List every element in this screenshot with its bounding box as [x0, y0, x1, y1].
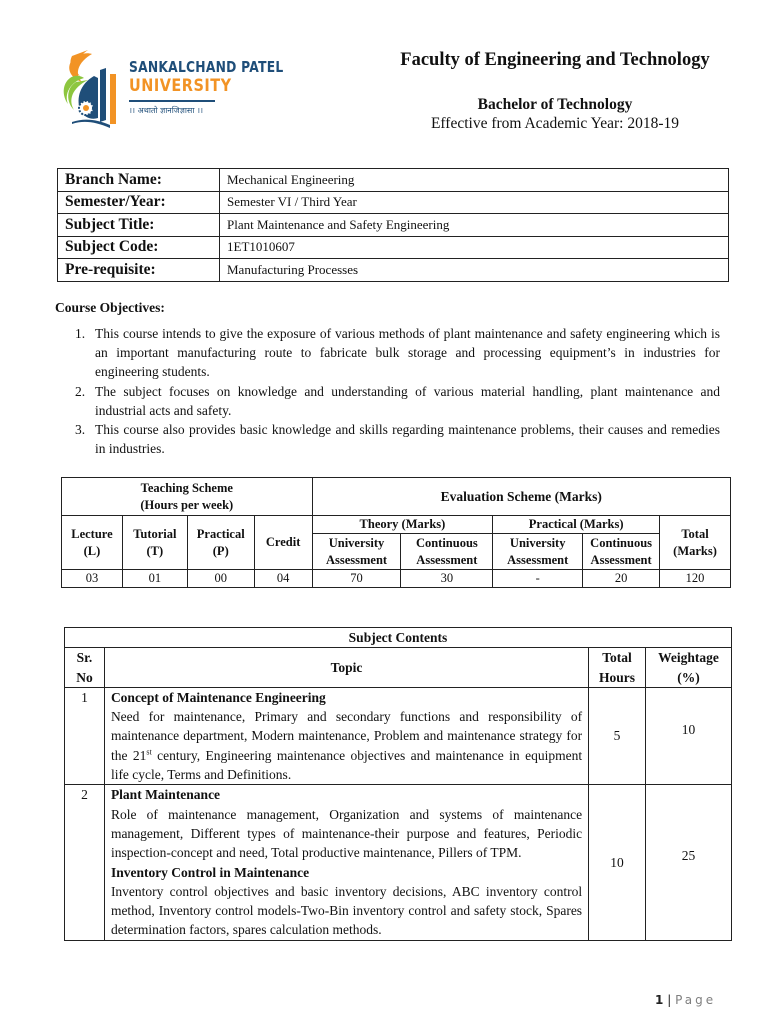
weightage-label: Weightage: [658, 650, 719, 666]
theory-ca-header: [401, 534, 493, 570]
practical-label: Practical: [196, 526, 245, 541]
practical-header: [187, 516, 254, 570]
practical-ua-header: [493, 534, 583, 570]
info-value: Semester VI / Third Year: [220, 191, 729, 214]
practical-abbr: (P): [212, 543, 229, 558]
hours-label: Total: [602, 650, 632, 666]
theory-header: Theory (Marks): [312, 516, 493, 534]
topic-text: Need for maintenance, Primary and secondary functions and responsibility of maintenance department, Modern maintenance, Problem and maintenance strategy for the 21: [110, 709, 583, 763]
info-row-semester: [58, 191, 729, 214]
subject-info-table: [57, 168, 729, 282]
info-value: Mechanical Engineering: [220, 169, 729, 192]
info-row-code: [58, 236, 729, 259]
degree-title: Bachelor of Technology: [477, 96, 633, 113]
tutorial-abbr: (T): [146, 543, 164, 558]
faculty-title: Faculty of Engineering and Technology: [400, 50, 710, 70]
weightage-header: [646, 648, 732, 688]
page-footer: [655, 993, 716, 1007]
total-value: 120: [660, 570, 731, 588]
effective-year: Effective from Academic Year: 2018-19: [430, 115, 680, 132]
contents-title: Subject Contents: [65, 628, 732, 648]
scheme-table: [61, 477, 731, 588]
logo-divider: [129, 100, 215, 102]
ca-label-2: Assessment: [416, 552, 478, 567]
info-value: 1ET1010607: [220, 236, 729, 259]
objective-item: [75, 324, 720, 382]
lecture-label: Lecture: [71, 526, 113, 541]
objectives-list: [75, 324, 720, 458]
logo-university: UNIVERSITY: [129, 76, 232, 96]
theory-ua-header: [312, 534, 401, 570]
subject-contents-table: [64, 627, 732, 941]
theory-ca-value: 30: [401, 570, 493, 588]
theory-ua-value: 70: [312, 570, 401, 588]
ua-label-2: Assessment: [325, 552, 388, 567]
info-row-prerequisite: [58, 259, 729, 282]
objective-number: 1.: [75, 326, 86, 341]
ca-label-2: Assessment: [590, 552, 652, 567]
practical-ua-value: -: [493, 570, 583, 588]
info-row-branch: [58, 169, 729, 192]
objective-number: 3.: [75, 422, 86, 438]
total-label: Total: [681, 526, 709, 541]
topic-subtitle: Inventory Control in Maintenance: [110, 864, 310, 880]
objective-text: This course also provides basic knowledge and skills regarding maintenance problems, their causes and remedies in industries.: [95, 422, 720, 457]
weightage-label-2: (%): [677, 669, 700, 685]
teaching-scheme-header: [62, 478, 313, 516]
superscript: st: [146, 747, 152, 757]
table-row: [65, 785, 732, 940]
hours-label-2: Hours: [599, 669, 636, 685]
objectives-heading: Course Objectives:: [55, 300, 165, 315]
info-label: Subject Code:: [58, 236, 220, 259]
sr-label: Sr.: [76, 650, 93, 666]
logo-name: SANKALCHAND PATEL: [129, 58, 284, 76]
lecture-header: [62, 516, 123, 570]
logo-motto: ।। अथातो ज्ञानजिज्ञासा ।।: [129, 106, 204, 115]
topic-description: Role of maintenance management, Organization and systems of maintenance management, Different types of maintenance-their purpose and features, Periodic inspection-concept and need, Total productive maintenance, Pillers of TPM.: [110, 806, 583, 861]
page-separator: |: [667, 993, 672, 1007]
hours-header: [589, 648, 646, 688]
topic-header: Topic: [104, 648, 588, 688]
row-number: 2: [65, 785, 105, 940]
info-value: Plant Maintenance and Safety Engineering: [220, 214, 729, 237]
lecture-value: 03: [62, 570, 123, 588]
weightage-value: 25: [646, 785, 732, 940]
ua-label-2: Assessment: [507, 552, 569, 567]
topic-text-cont: century, Engineering maintenance objectives and maintenance in equipment life cycle, Terms and Definitions.: [110, 747, 583, 783]
teaching-scheme-subtitle: (Hours per week): [140, 497, 234, 512]
ca-label: Continuous: [415, 535, 478, 550]
credit-value: 04: [254, 570, 312, 588]
objective-number: 2.: [75, 383, 86, 399]
university-logo: [58, 48, 284, 130]
topic-title: Concept of Maintenance Engineering: [110, 689, 326, 705]
info-label: Subject Title:: [58, 214, 220, 237]
credit-header: Credit: [254, 516, 312, 570]
practical-ca-value: 20: [583, 570, 660, 588]
hours-value: 10: [589, 785, 646, 940]
row-number: 1: [65, 687, 105, 784]
teaching-scheme-title: Teaching Scheme: [140, 480, 233, 495]
objective-text: This course intends to give the exposure of various methods of plant maintenance and safety engineering which is an important manufacturing route to fabricate bulk storage and processing equipment’s in industries for engineering students.: [95, 326, 720, 380]
topic-description: [111, 707, 582, 784]
sr-label-2: No: [76, 669, 93, 685]
info-value: Manufacturing Processes: [220, 259, 729, 282]
lecture-abbr: (L): [83, 543, 101, 558]
info-label: Branch Name:: [58, 169, 220, 192]
evaluation-scheme-header: Evaluation Scheme (Marks): [312, 478, 730, 516]
ua-label: University: [509, 535, 566, 550]
tutorial-value: 01: [122, 570, 187, 588]
objective-text: The subject focuses on knowledge and understanding of various material handling, plant maintenance and industrial acts and safety.: [95, 383, 720, 418]
info-label: Semester/Year:: [58, 191, 220, 214]
hours-value: 5: [589, 687, 646, 784]
practical-marks-header: Practical (Marks): [493, 516, 660, 534]
objective-item: [75, 382, 720, 420]
ca-label: Continuous: [590, 535, 653, 550]
total-sub: (Marks): [673, 543, 717, 558]
weightage-value: 10: [646, 687, 732, 784]
page-number: 1: [655, 993, 664, 1007]
objective-item: [75, 420, 720, 458]
practical-value: 00: [187, 570, 254, 588]
info-row-title: [58, 214, 729, 237]
ua-label: University: [328, 535, 385, 550]
tutorial-label: Tutorial: [133, 526, 177, 541]
topic-title: Plant Maintenance: [110, 787, 221, 803]
logo-emblem-icon: [58, 48, 126, 130]
total-header: [660, 516, 731, 570]
sr-header: [65, 648, 105, 688]
page-label: Page: [675, 993, 717, 1007]
table-row: [65, 687, 732, 784]
topic-cell: [104, 785, 588, 940]
practical-ca-header: [583, 534, 660, 570]
scheme-values-row: [62, 570, 731, 588]
topic-description-2: Inventory control objectives and basic inventory decisions, ABC inventory control method, Inventory control models-Two-Bin inventory control and safety stock, Spares determination factors, spares calculation methods.: [110, 883, 583, 938]
info-label: Pre-requisite:: [58, 259, 220, 282]
tutorial-header: [122, 516, 187, 570]
topic-cell: [104, 687, 588, 784]
